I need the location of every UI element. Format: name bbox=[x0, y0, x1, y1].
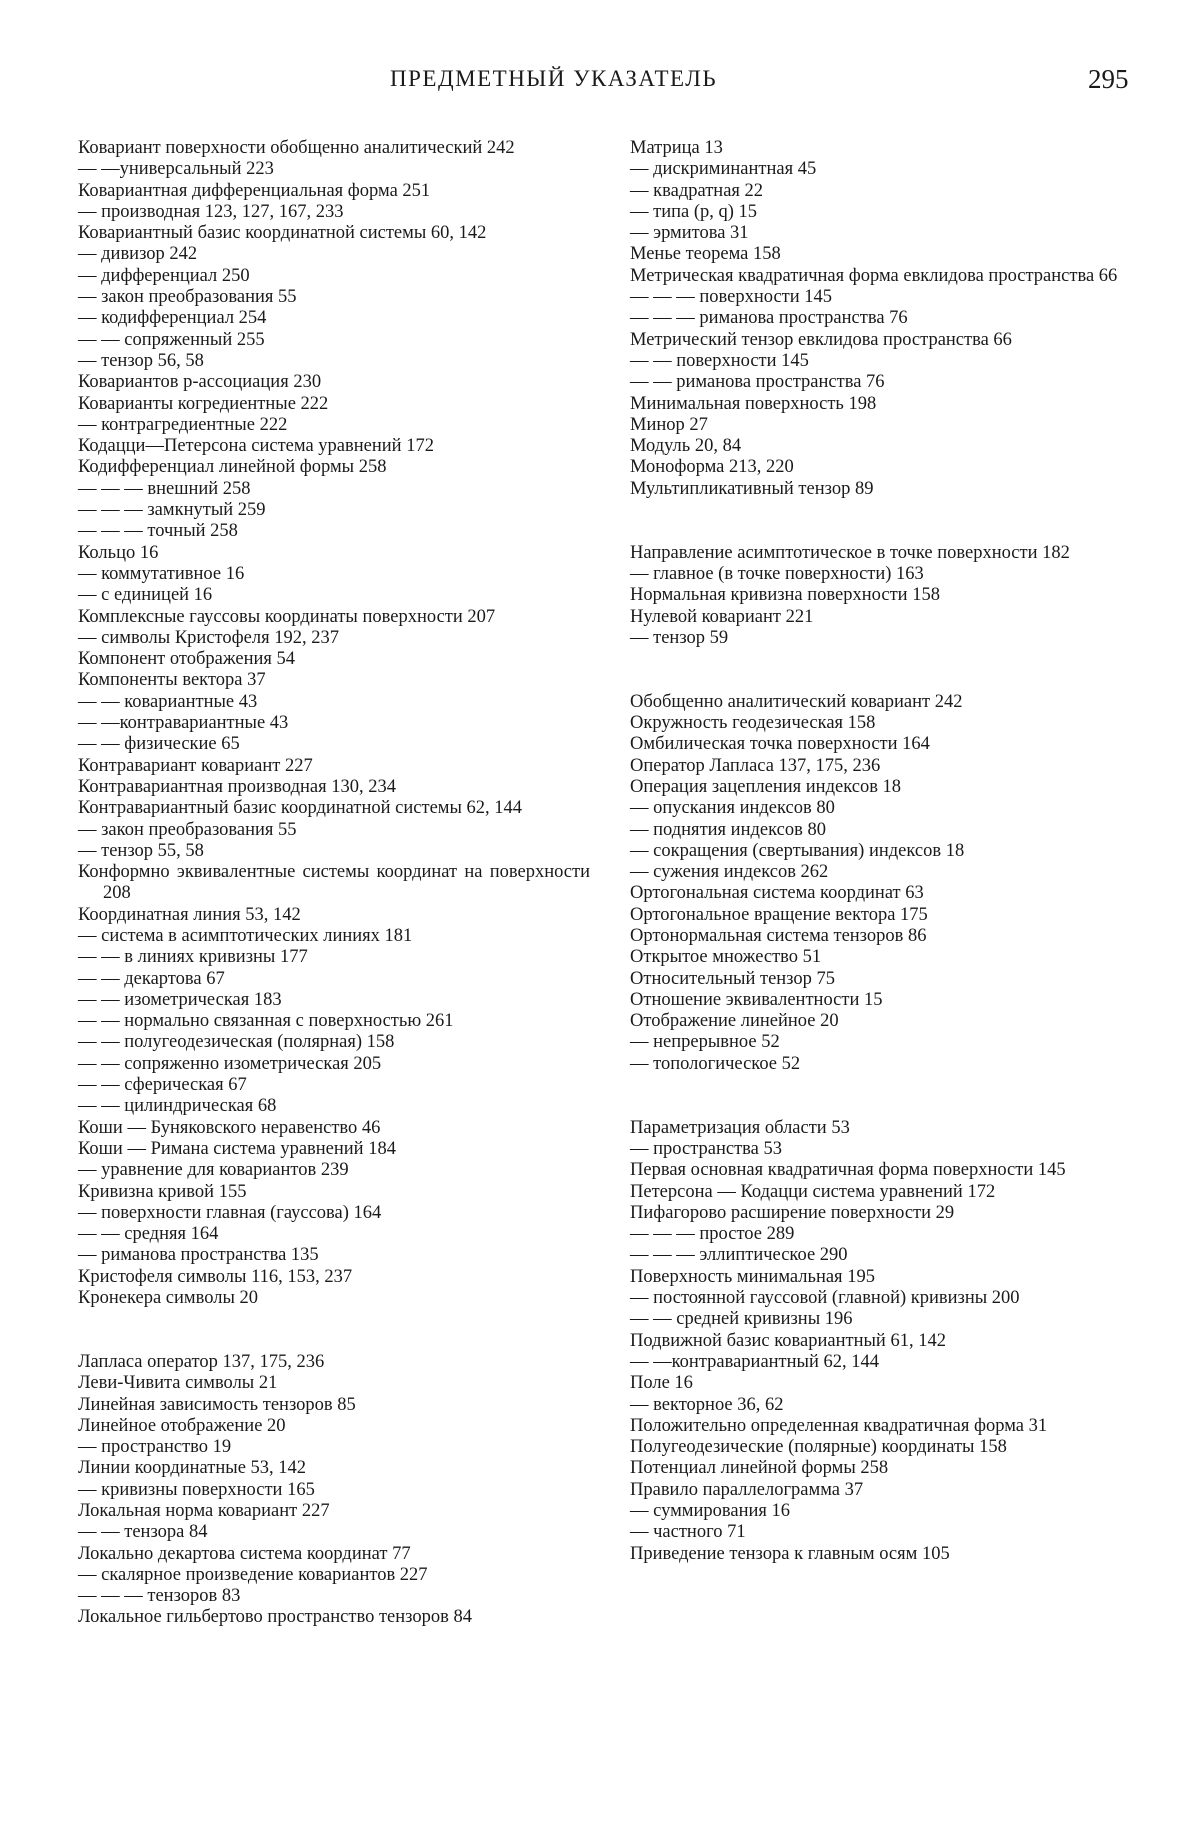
index-entry: — постоянной гауссовой (главной) кривизны 200 bbox=[630, 1288, 1020, 1309]
index-entry: — дивизор 242 bbox=[78, 244, 198, 265]
index-entry: Комплексные гауссовы координаты поверхности 207 bbox=[78, 606, 496, 627]
index-entry: Параметризация области 53 bbox=[630, 1117, 850, 1138]
page-header bbox=[0, 64, 1200, 104]
index-entry: — непрерывное 52 bbox=[630, 1032, 780, 1053]
index-entry: Коварианты когредиентные 222 bbox=[78, 393, 329, 414]
index-entry: Открытое множество 51 bbox=[630, 947, 822, 968]
index-entry: — типа (p, q) 15 bbox=[630, 201, 758, 222]
index-entry: Метрический тензор евклидова пространства 66 bbox=[630, 329, 1012, 350]
index-entry: Контравариантная производная 130, 234 bbox=[78, 776, 396, 797]
index-entry: — главное (в точке поверхности) 163 bbox=[630, 563, 924, 584]
index-entry: Поверхность минимальная 195 bbox=[630, 1266, 875, 1287]
index-entry: — — физические 65 bbox=[78, 734, 240, 755]
index-entry: — — полугеодезическая (полярная) 158 bbox=[78, 1032, 395, 1053]
index-entry: Положительно определенная квадратичная форма 31 bbox=[630, 1415, 1048, 1436]
index-entry: — — риманова пространства 76 bbox=[630, 372, 885, 393]
index-entry: — — — замкнутый 259 bbox=[78, 500, 266, 521]
index-entry: — система в асимптотических линиях 181 bbox=[78, 925, 413, 946]
letter-section-gap bbox=[630, 649, 1142, 692]
index-entry: — опускания индексов 80 bbox=[630, 798, 835, 819]
index-column-right bbox=[630, 138, 1142, 1565]
index-entry: Омбилическая точка поверхности 164 bbox=[630, 734, 930, 755]
index-entry: Направление асимптотическое в точке поверхности 182 bbox=[630, 542, 1070, 563]
index-column-left bbox=[78, 138, 590, 1629]
index-entry: Кронекера символы 20 bbox=[78, 1288, 258, 1309]
index-entry: Менье теорема 158 bbox=[630, 244, 781, 265]
index-entry: — векторное 36, 62 bbox=[630, 1394, 784, 1415]
index-entry: Линии координатные 53, 142 bbox=[78, 1458, 307, 1479]
index-entry: Потенциал линейной формы 258 bbox=[630, 1458, 889, 1479]
index-entry: — — средней кривизны 196 bbox=[630, 1309, 853, 1330]
index-entry: — —контравариантный 62, 144 bbox=[630, 1351, 880, 1372]
index-entry: Матрица 13 bbox=[630, 138, 723, 158]
index-entry: Модуль 20, 84 bbox=[630, 436, 742, 457]
index-entry: Нормальная кривизна поверхности 158 bbox=[630, 585, 940, 606]
index-entry: Подвижной базис ковариантный 61, 142 bbox=[630, 1330, 946, 1351]
index-entry: Полугеодезические (полярные) координаты 158 bbox=[630, 1437, 1007, 1458]
index-entry: — с единицей 16 bbox=[78, 585, 213, 606]
index-entry: Нулевой ковариант 221 bbox=[630, 606, 814, 627]
index-entry: Конформно эквивалентные системы координат на поверхности 208 bbox=[78, 862, 590, 904]
index-entry: Локальная норма ковариант 227 bbox=[78, 1501, 330, 1521]
index-entry: Ковариант поверхности обобщенно аналитический 242 bbox=[78, 138, 515, 158]
index-entry: Кодифференциал линейной формы 258 bbox=[78, 457, 387, 478]
page-number: 295 bbox=[1088, 64, 1129, 94]
index-entry: — — — точный 258 bbox=[78, 521, 238, 542]
index-entry: — — — тензоров 83 bbox=[78, 1586, 241, 1607]
index-entry: Коши — Буняковского неравенство 46 bbox=[78, 1117, 381, 1138]
index-entry: Метрическая квадратичная форма евклидова пространства 66 bbox=[630, 265, 1118, 286]
index-entry: — — ковариантные 43 bbox=[78, 691, 258, 712]
index-entry: Операция зацепления индексов 18 bbox=[630, 776, 902, 797]
index-entry: — эрмитова 31 bbox=[630, 223, 749, 244]
index-entry: — — — эллиптическое 290 bbox=[630, 1245, 848, 1266]
index-entry: Ковариантов р-ассоциация 230 bbox=[78, 372, 322, 393]
index-entry: — — — простое 289 bbox=[630, 1224, 795, 1245]
index-entry: — — сопряженно изометрическая 205 bbox=[78, 1053, 382, 1074]
index-entry: — частного 71 bbox=[630, 1522, 746, 1543]
index-entry: — тензор 56, 58 bbox=[78, 350, 204, 371]
index-entry: Ковариантная дифференциальная форма 251 bbox=[78, 180, 431, 201]
index-entry: — контрагредиентные 222 bbox=[78, 414, 288, 435]
index-entry: — производная 123, 127, 167, 233 bbox=[78, 201, 344, 222]
index-entry: Коши — Римана система уравнений 184 bbox=[78, 1138, 396, 1159]
index-entry: — поднятия индексов 80 bbox=[630, 819, 826, 840]
index-entry: — — средняя 164 bbox=[78, 1224, 219, 1245]
index-entry: Правило параллелограмма 37 bbox=[630, 1479, 864, 1500]
index-entry: — — — внешний 258 bbox=[78, 478, 251, 499]
index-entry: — — декартова 67 bbox=[78, 968, 225, 989]
index-entry: — коммутативное 16 bbox=[78, 563, 245, 584]
index-entry: Контравариант ковариант 227 bbox=[78, 755, 313, 776]
index-entry: — — цилиндрическая 68 bbox=[78, 1096, 277, 1117]
running-title: ПРЕДМЕТНЫЙ УКАЗАТЕЛЬ bbox=[390, 66, 718, 91]
index-entry: — поверхности главная (гауссова) 164 bbox=[78, 1202, 382, 1223]
index-entry: Отображение линейное 20 bbox=[630, 1011, 839, 1032]
index-entry: — — нормально связанная с поверхностью 261 bbox=[78, 1011, 454, 1032]
index-entry: Первая основная квадратичная форма поверхности 145 bbox=[630, 1160, 1066, 1181]
letter-section-gap bbox=[78, 1309, 590, 1352]
index-entry: — — — поверхности 145 bbox=[630, 287, 833, 308]
index-entry: — сужения индексов 262 bbox=[630, 862, 829, 883]
index-entry: Мультипликативный тензор 89 bbox=[630, 478, 874, 499]
index-entry: — тензор 55, 58 bbox=[78, 840, 204, 861]
index-entry: Кодацци—Петерсона система уравнений 172 bbox=[78, 436, 434, 457]
index-entry: — — поверхности 145 bbox=[630, 350, 809, 371]
index-entry: — — в линиях кривизны 177 bbox=[78, 947, 308, 968]
index-entry: — закон преобразования 55 bbox=[78, 287, 297, 308]
index-entry: — дискриминантная 45 bbox=[630, 159, 817, 180]
index-entry: Линейное отображение 20 bbox=[78, 1415, 286, 1436]
index-entry: — кодифференциал 254 bbox=[78, 308, 267, 329]
index-entry: — суммирования 16 bbox=[630, 1501, 791, 1521]
index-entry: — сокращения (свертывания) индексов 18 bbox=[630, 840, 965, 861]
index-entry: Моноформа 213, 220 bbox=[630, 457, 794, 478]
letter-section-gap bbox=[630, 500, 1142, 543]
index-entry: Ортогональное вращение вектора 175 bbox=[630, 904, 928, 925]
index-entry: — тензор 59 bbox=[630, 627, 729, 648]
index-entry: Леви-Чивита символы 21 bbox=[78, 1373, 278, 1394]
index-entry: Контравариантный базис координатной системы 62, 144 bbox=[78, 798, 523, 819]
index-entry: — —универсальный 223 bbox=[78, 159, 274, 180]
index-entry: Кривизна кривой 155 bbox=[78, 1181, 247, 1202]
index-entry: Обобщенно аналитический ковариант 242 bbox=[630, 691, 963, 712]
letter-section-gap bbox=[630, 1075, 1142, 1118]
index-entry: — — изометрическая 183 bbox=[78, 989, 282, 1010]
index-entry: Петерсона — Кодацци система уравнений 172 bbox=[630, 1181, 996, 1202]
index-entry: — дифференциал 250 bbox=[78, 265, 250, 286]
index-entry: Ортогональная система координат 63 bbox=[630, 883, 924, 904]
index-entry: Компонент отображения 54 bbox=[78, 649, 296, 670]
index-entry: — кривизны поверхности 165 bbox=[78, 1479, 315, 1500]
index-entry: Координатная линия 53, 142 bbox=[78, 904, 301, 925]
index-entry: Кристофеля символы 116, 153, 237 bbox=[78, 1266, 353, 1287]
index-entry: Компоненты вектора 37 bbox=[78, 670, 266, 691]
index-entry: Поле 16 bbox=[630, 1373, 693, 1394]
index-entry: — —контравариантные 43 bbox=[78, 713, 289, 734]
index-entry: — пространства 53 bbox=[630, 1138, 782, 1159]
index-entry: Оператор Лапласа 137, 175, 236 bbox=[630, 755, 881, 776]
index-entry: — — сферическая 67 bbox=[78, 1075, 247, 1096]
index-entry: — топологическое 52 bbox=[630, 1053, 801, 1074]
index-entry: — — — риманова пространства 76 bbox=[630, 308, 908, 329]
index-entry: — пространство 19 bbox=[78, 1437, 232, 1458]
index-entry: Пифагорово расширение поверхности 29 bbox=[630, 1202, 955, 1223]
index-entry: Кольцо 16 bbox=[78, 542, 159, 563]
index-entry: Минор 27 bbox=[630, 414, 708, 435]
index-entry: Ортонормальная система тензоров 86 bbox=[630, 925, 927, 946]
index-entry: — — сопряженный 255 bbox=[78, 329, 265, 350]
index-entry: — — тензора 84 bbox=[78, 1522, 208, 1543]
index-entry: Минимальная поверхность 198 bbox=[630, 393, 877, 414]
index-entry: — уравнение для ковариантов 239 bbox=[78, 1160, 349, 1181]
index-entry: Лапласа оператор 137, 175, 236 bbox=[78, 1351, 325, 1372]
index-entry: Окружность геодезическая 158 bbox=[630, 713, 876, 734]
index-entry: Ковариантный базис координатной системы 60, 142 bbox=[78, 223, 487, 244]
index-entry: — скалярное произведение ковариантов 227 bbox=[78, 1564, 428, 1585]
index-entry: — квадратная 22 bbox=[630, 180, 764, 201]
index-entry: — риманова пространства 135 bbox=[78, 1245, 319, 1266]
index-entry: Локально декартова система координат 77 bbox=[78, 1543, 411, 1564]
index-entry: — символы Кристофеля 192, 237 bbox=[78, 627, 339, 648]
index-entry: Отношение эквивалентности 15 bbox=[630, 989, 883, 1010]
index-entry: Относительный тензор 75 bbox=[630, 968, 836, 989]
index-entry: Приведение тензора к главным осям 105 bbox=[630, 1543, 950, 1564]
index-entry: Локальное гильбертово пространство тензоров 84 bbox=[78, 1607, 472, 1628]
index-entry: Линейная зависимость тензоров 85 bbox=[78, 1394, 356, 1415]
index-entry: — закон преобразования 55 bbox=[78, 819, 297, 840]
